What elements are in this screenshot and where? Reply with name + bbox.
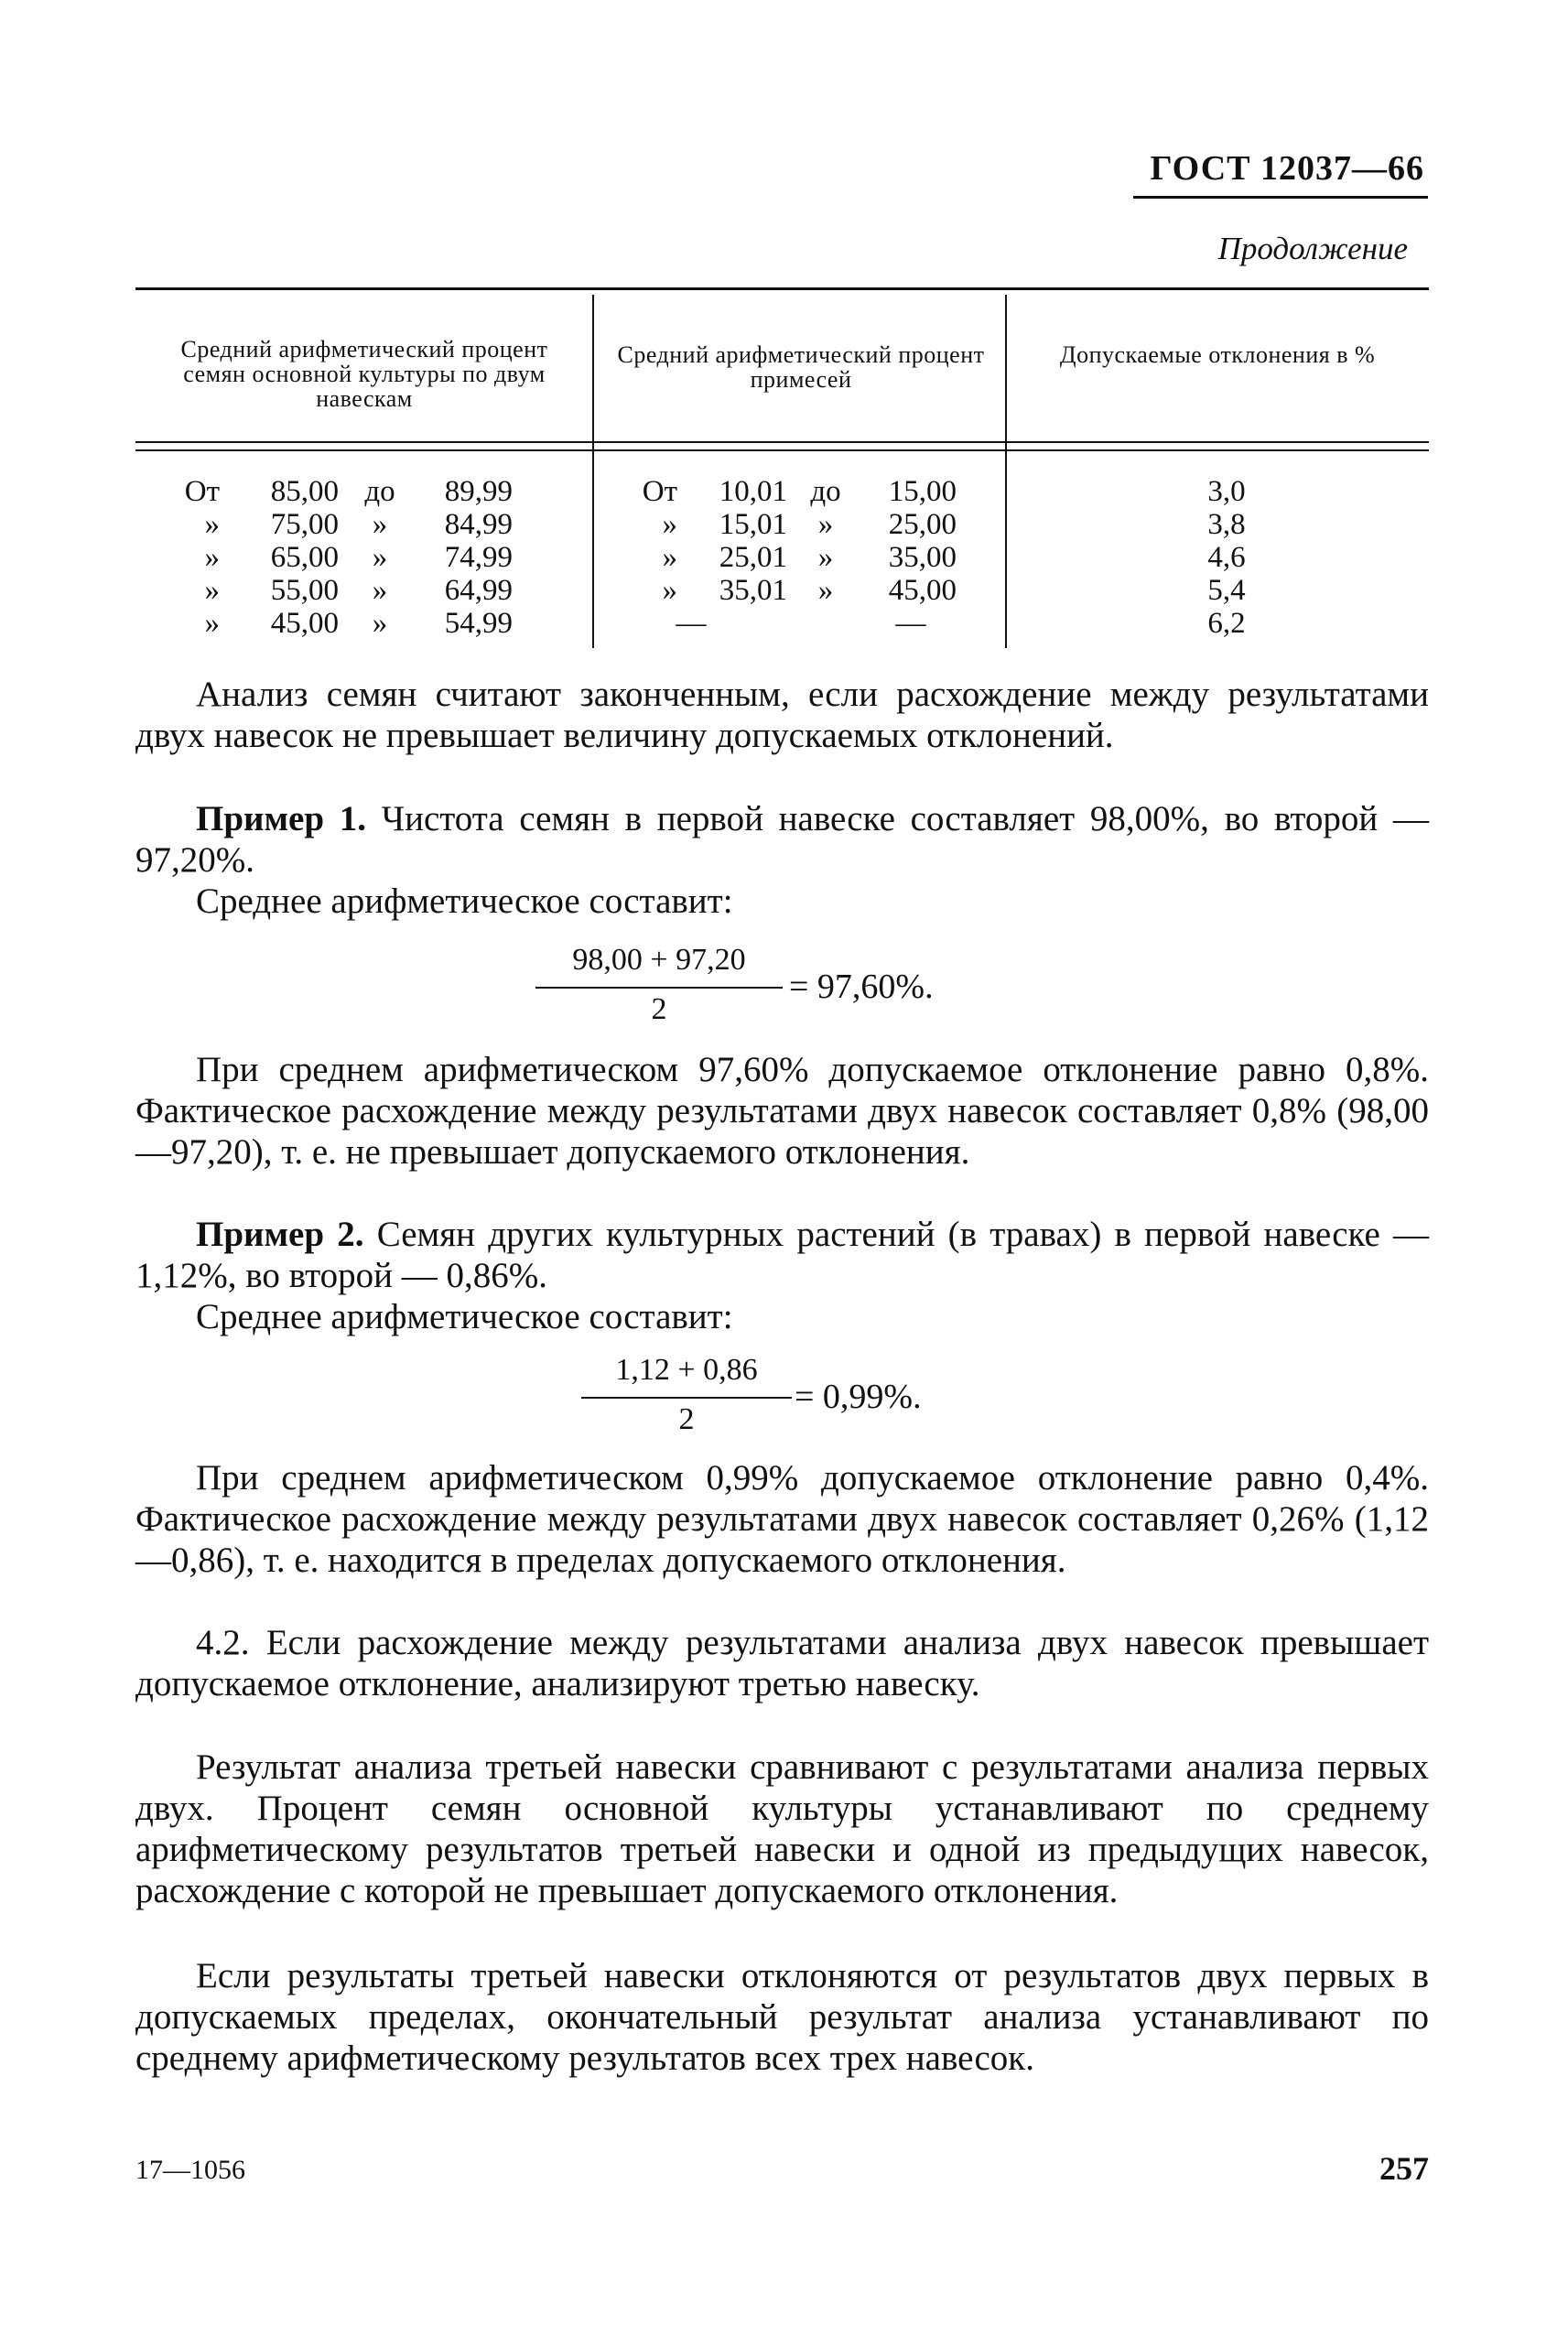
paragraph-third-sample: Результат анализа третьей навески сравнивают с результатами анализа первых двух. Процент семян основной культуры устанавливают по среднему арифметическому результатов третьей навески и одной из предыдущих навесок, расхождение с которой не превышает допускаемого отклонения. <box>135 1747 1429 1910</box>
header-rule <box>1133 196 1428 199</box>
row-prefix-1: » <box>204 607 220 640</box>
row-from-1: 75,00 <box>270 508 339 541</box>
row-prefix-2: От <box>642 475 677 508</box>
page-number: 257 <box>1379 2150 1429 2187</box>
formula-2-denominator: 2 <box>678 1402 695 1436</box>
row-from-1: 45,00 <box>270 607 339 640</box>
row-to-2: 45,00 <box>888 574 957 607</box>
example-1-text: Чистота семян в первой навеске составляет 98,00%, во второй — 97,20%. <box>135 799 1430 880</box>
row-from-1: 55,00 <box>270 574 339 607</box>
example-1-label: Пример 1. <box>196 799 367 838</box>
example-2-label: Пример 2. <box>196 1215 364 1254</box>
row-sep-2: » <box>817 541 834 574</box>
row-tolerance: 3,0 <box>1207 475 1246 508</box>
header-rule-2 <box>135 449 1429 451</box>
row-to-1: 74,99 <box>444 541 513 574</box>
row-tolerance: 6,2 <box>1207 607 1246 640</box>
formula-2-fraction-bar <box>581 1397 792 1399</box>
paragraph-completion: Анализ семян считают законченным, если расхождение между результатами двух навесок не превышает величину допускаемых отклонений. <box>135 675 1429 755</box>
row-prefix-2: » <box>662 574 677 607</box>
formula-1-numerator: 98,00 + 97,20 <box>572 943 746 977</box>
formula-2-result: = 0,99%. <box>795 1378 922 1416</box>
table-top-rule <box>135 287 1429 290</box>
row-from-2: 25,01 <box>719 541 787 574</box>
header-impurities: Средний арифметический процент примесей <box>617 341 985 393</box>
row-prefix-2: » <box>662 508 677 541</box>
row-from-2: 35,01 <box>719 574 787 607</box>
formula-1-denominator: 2 <box>651 992 667 1026</box>
formula-1-fraction-bar <box>535 987 783 989</box>
continued-label: Продолжение <box>1217 231 1408 266</box>
row-to-2: 15,00 <box>888 475 957 508</box>
header-tolerance: Допускаемые отклонения в % <box>1059 341 1376 368</box>
paragraph-result-2: При среднем арифметическом 0,99% допускаемое отклонение равно 0,4%. Фактическое расхождение между результатами двух навесок составляет 0,26% (1,12—0,86), т. е. находится в пределах допускаемого отклонения. <box>135 1458 1429 1580</box>
standard-code: ГОСТ 12037—66 <box>1150 149 1424 188</box>
paragraph-example-2 <box>135 1214 1429 1296</box>
row-to-1: 54,99 <box>444 607 513 640</box>
row-from-2: 10,01 <box>719 475 787 508</box>
row-prefix-1: » <box>204 541 220 574</box>
header-rule-1 <box>135 441 1429 443</box>
row-sep-2: » <box>817 508 834 541</box>
row-sep-1: » <box>372 574 388 607</box>
paragraph-final-result: Если результаты третьей навески отклоняются от результатов двух первых в допускаемых пределах, окончательный результат анализа устанавливают по среднему арифметическому результатов всех трех навесок. <box>135 1956 1429 2078</box>
row-prefix-1: » <box>204 574 220 607</box>
paragraph-4-2: 4.2. Если расхождение между результатами анализа двух навесок превышает допускаемое отклонение, анализируют третью навеску. <box>135 1623 1429 1703</box>
column-divider-1 <box>592 295 594 648</box>
row-from-2: — <box>676 607 707 640</box>
row-tolerance: 3,8 <box>1207 508 1246 541</box>
row-to-2: 25,00 <box>888 508 957 541</box>
row-sep-2: » <box>817 574 834 607</box>
row-to-2: — <box>895 607 926 640</box>
example-2-text: Семян других культурных растений (в травах) в первой навеске — 1,12%, во второй — 0,86%. <box>135 1215 1429 1295</box>
row-from-2: 15,01 <box>719 508 787 541</box>
row-sep-1: » <box>372 607 388 640</box>
row-to-1: 64,99 <box>444 574 513 607</box>
header-main-culture: Средний арифметический процент семян основной культуры по двум навескам <box>180 336 548 412</box>
row-prefix-2: » <box>662 541 677 574</box>
formula-2-numerator: 1,12 + 0,86 <box>615 1353 758 1387</box>
row-sep-1: » <box>372 508 388 541</box>
row-sep-1: до <box>364 475 395 508</box>
row-prefix-1: От <box>184 475 220 508</box>
row-prefix-1: » <box>204 508 220 541</box>
row-to-2: 35,00 <box>888 541 957 574</box>
row-tolerance: 5,4 <box>1207 574 1246 607</box>
print-code: 17—1056 <box>135 2155 245 2185</box>
paragraph-result-1: При среднем арифметическом 97,60% допускаемое отклонение равно 0,8%. Фактическое расхождение между результатами двух навесок составляет 0,8% (98,00—97,20), т. е. не превышает допускаемого отклонения. <box>135 1050 1429 1172</box>
row-tolerance: 4,6 <box>1207 541 1246 574</box>
row-from-1: 65,00 <box>270 541 339 574</box>
row-from-1: 85,00 <box>270 475 339 508</box>
row-to-1: 84,99 <box>444 508 513 541</box>
row-sep-1: » <box>372 541 388 574</box>
mean-intro-1: Среднее арифметическое составит: <box>196 881 733 921</box>
mean-intro-2: Среднее арифметическое составит: <box>196 1297 733 1336</box>
row-sep-2: до <box>810 475 841 508</box>
row-to-1: 89,99 <box>444 475 513 508</box>
paragraph-example-1 <box>135 798 1429 881</box>
formula-1-result: = 97,60%. <box>789 968 934 1006</box>
column-divider-2 <box>1005 295 1007 648</box>
